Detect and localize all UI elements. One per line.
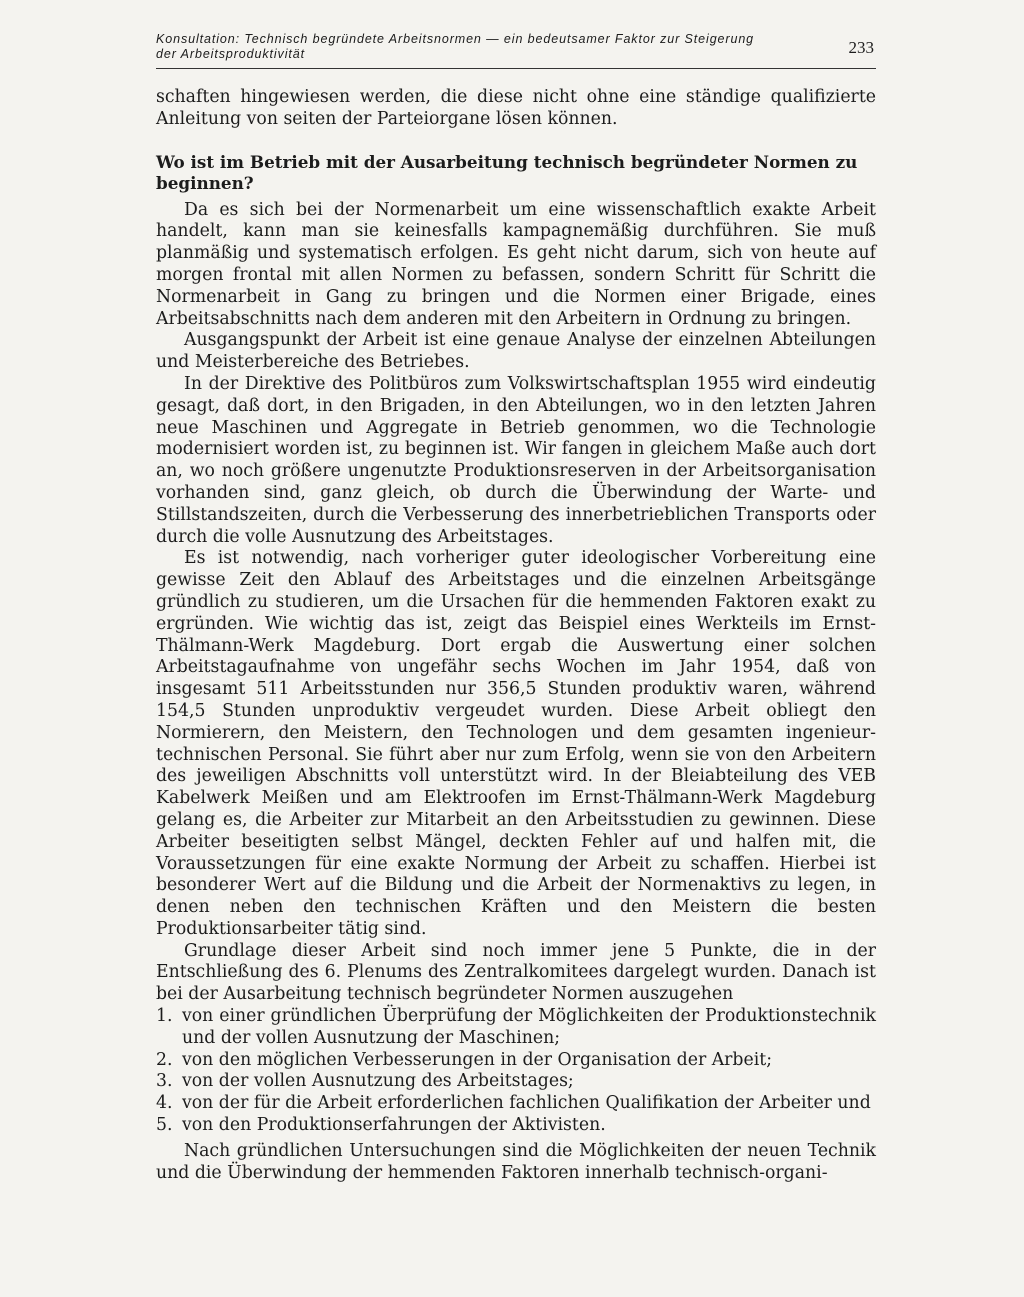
paragraph-1: Da es sich bei der Normenarbeit um eine wissenschaftlich exakte Arbeit handelt, kann man sie keinesfalls kampagnemäßig durchführen. Sie muß planmäßig und systematisch erfolgen. Es geht nicht darum, sich von heute auf morgen frontal mit allen Normen zu befassen, sondern Schritt für Schritt die Normenarbeit in Gang zu bringen und die Normen einer Brigade, eines Arbeitsabschnitts nach dem anderen mit den Arbeitern in Ordnung zu bringen. — [156, 199, 876, 329]
list-item — [156, 1071, 876, 1093]
list-item — [156, 1093, 876, 1115]
running-title-line-2: der Arbeitsproduktivität — [156, 47, 305, 61]
list-text: von den möglichen Verbesserungen in der Organisation der Arbeit; — [182, 1049, 773, 1070]
list-text: von der vollen Ausnutzung des Arbeitstages; — [182, 1071, 574, 1092]
list-item — [156, 1115, 876, 1137]
list-item — [156, 1006, 876, 1050]
list-number: 5. — [156, 1115, 173, 1136]
list-text: von der für die Arbeit erforderlichen fachlichen Qualifikation der Arbeiter und — [182, 1093, 871, 1114]
paragraph-4: Es ist notwendig, nach vorheriger guter ideologischer Vorbereitung eine gewisse Zeit den Ablauf des Arbeitstages und die einzelnen Arbeitsgänge gründlich zu studieren, um die Ursachen für die hemmenden Faktoren exakt zu ergründen. Wie wichtig das ist, zeigt das Beispiel eines Werkteils im Ernst-Thälmann-Werk Magdeburg. Dort ergab die Auswertung einer solchen Arbeitstagaufnahme von ungefähr sechs Wochen im Jahr 1954, daß von insgesamt 511 Arbeitsstunden nur 356,5 Stunden produktiv waren, während 154,5 Stunden unproduktiv vergeudet wurden. Diese Arbeit obliegt den Normierern, den Meistern, den Technologen und dem gesamten ingenieur-technischen Personal. Sie führt aber nur zum Erfolg, wenn sie von den Arbeitern des jeweiligen Abschnitts voll unterstützt wird. In der Bleiabteilung des VEB Kabelwerk Meißen und am Elektroofen im Ernst-Thälmann-Werk Magdeburg gelang es, die Arbeiter zur Mitarbeit an den Arbeitsstudien zu gewinnen. Diese Arbeiter beseitigten selbst Mängel, deckten Fehler auf und halfen mit, die Voraussetzungen für eine exakte Normung der Arbeit zu schaffen. Hierbei ist besonderer Wert auf die Bildung und die Arbeit der Normenaktivs zu legen, in denen neben den technischen Kräften und den Meistern die besten Produktionsarbeiter tätig sind. — [156, 548, 876, 939]
criteria-list — [156, 1006, 876, 1137]
list-number: 4. — [156, 1093, 173, 1114]
section-heading: Wo ist im Betrieb mit der Ausarbeitung technisch begründeter Normen zu beginnen? — [156, 151, 858, 193]
running-title — [156, 32, 796, 62]
running-head — [156, 32, 876, 76]
running-title-line-1: Konsultation: Technisch begründete Arbeitsnormen — ein bedeutsamer Faktor zur Steigerung — [156, 32, 755, 46]
list-number: 1. — [156, 1006, 173, 1027]
list-text: von einer gründlichen Überprüfung der Möglichkeiten der Produktionstechnik und der vollen Ausnutzung der Maschinen; — [182, 1006, 876, 1048]
paragraph-3: In der Direktive des Politbüros zum Volkswirtschaftsplan 1955 wird eindeutig gesagt, daß dort, in den Brigaden, in den Abteilungen, wo in den letzten Jahren neue Maschinen und Aggregate in Betrieb genommen, wo die Technologie modernisiert worden ist, zu beginnen ist. Wir fangen in gleichem Maße auch dort an, wo noch größere ungenutzte Produktionsreserven in der Arbeitsorganisation vorhanden sind, ganz gleich, ob durch die Überwindung der Warte- und Stillstandszeiten, durch die Verbesserung des innerbetrieblichen Transports oder durch die volle Ausnutzung des Arbeitstages. — [156, 373, 876, 547]
paragraph-2: Ausgangspunkt der Arbeit ist eine genaue Analyse der einzelnen Abteilungen und Meisterbereiche des Betriebes. — [156, 330, 876, 373]
header-rule — [156, 68, 876, 69]
intro-paragraph: schaften hingewiesen werden, die diese nicht ohne eine ständige qualifizierte Anleitung von seiten der Parteiorgane lösen können. — [156, 87, 876, 129]
book-page — [156, 32, 876, 1184]
list-text: von den Produktionserfahrungen der Aktivisten. — [182, 1115, 606, 1136]
list-number: 3. — [156, 1071, 173, 1092]
closing-paragraph: Nach gründlichen Untersuchungen sind die Möglichkeiten der neuen Technik und die Überwindung der hemmenden Faktoren innerhalb technisch-organi- — [156, 1140, 876, 1183]
list-number: 2. — [156, 1049, 173, 1070]
list-item — [156, 1050, 876, 1072]
paragraph-5: Grundlage dieser Arbeit sind noch immer jene 5 Punkte, die in der Entschließung des 6. Plenums des Zentralkomitees dargelegt wurden. Danach ist bei der Ausarbeitung technisch begründeter Normen auszugehen — [156, 940, 876, 1005]
page-number: 233 — [848, 38, 874, 57]
